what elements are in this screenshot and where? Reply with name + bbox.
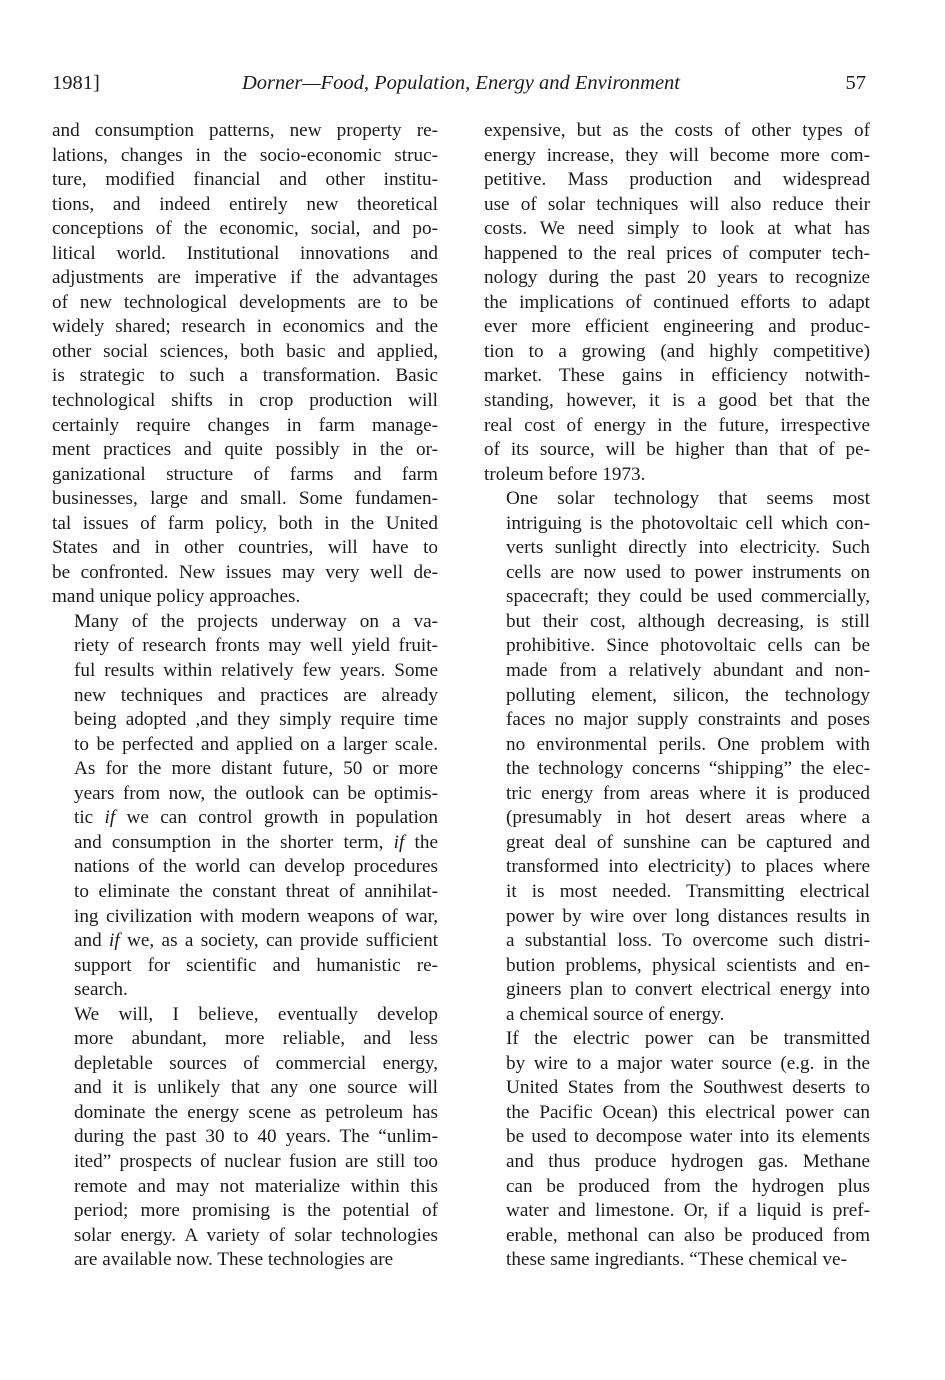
text-line: these same ingrediants. “These chemical ve- <box>506 1249 847 1271</box>
text-line: prohibitive. Since photovoltaic cells can be <box>506 635 870 657</box>
text-line: made from a relatively abundant and non- <box>506 660 870 682</box>
text-line: can be produced from the hydrogen plus <box>506 1175 870 1197</box>
text-line: ever more efficient engineering and produc- <box>484 316 870 338</box>
text-line: ful results within relatively few years. Some <box>74 660 438 682</box>
paragraph <box>484 487 870 1027</box>
text-line: the technology concerns “shipping” the elec- <box>506 758 870 780</box>
text-line: spacecraft; they could be used commercially, <box>506 586 870 608</box>
text-line: energy increase, they will become more com- <box>484 144 870 166</box>
text-line: and it is unlikely that any one source will <box>74 1077 438 1099</box>
text-line: great deal of sunshine can be captured and <box>506 831 870 853</box>
text-line: more abundant, more reliable, and less <box>74 1028 438 1050</box>
text-line: intriguing is the photovoltaic cell which con- <box>506 512 870 534</box>
paragraph <box>484 1027 870 1272</box>
text-line: ment practices and quite possibly in the or- <box>52 439 438 461</box>
text-line: it is most needed. Transmitting electrical <box>506 880 870 902</box>
text-line: ture, modified financial and other institu- <box>52 169 438 191</box>
text-line: expensive, but as the costs of other types of <box>484 120 870 141</box>
text-line: happened to the real prices of computer tech- <box>484 242 870 264</box>
text-line: of new technological developments are to be <box>52 291 438 313</box>
text-line: search. <box>74 979 128 1001</box>
text-line: ing civilization with modern weapons of war, <box>74 905 438 927</box>
text-line: solar energy. A variety of solar technologies <box>74 1224 438 1246</box>
text-line: cells are now used to power instruments on <box>506 561 870 583</box>
text-line: the implications of continued efforts to adapt <box>484 291 870 313</box>
text-line: gineers plan to convert electrical energy into <box>506 979 870 1001</box>
text-line: dominate the energy scene as petroleum has <box>74 1101 438 1123</box>
text-line: is strategic to such a transformation. Basic <box>52 365 438 387</box>
paragraph <box>52 1003 438 1273</box>
header-year: 1981] <box>52 72 100 94</box>
text-line: other social sciences, both basic and applied, <box>52 340 438 362</box>
text-line: being adopted ,and they simply require time <box>74 709 438 731</box>
text-line: period; more promising is the potential of <box>74 1200 438 1222</box>
text-line: ited” prospects of nuclear fusion are still too <box>74 1150 438 1172</box>
text-line: lations, changes in the socio-economic struc- <box>52 144 438 166</box>
text-line: are available now. These technologies are <box>74 1249 394 1271</box>
paragraph <box>52 119 438 610</box>
text-line: United States from the Southwest deserts to <box>506 1077 870 1099</box>
text-line: ganizational structure of farms and farm <box>52 463 438 485</box>
text-line: and if we, as a society, can provide sufficient <box>74 930 438 952</box>
paragraph <box>484 119 870 487</box>
text-line: depletable sources of commercial energy, <box>74 1052 438 1074</box>
text-line: the Pacific Ocean) this electrical power can <box>506 1101 870 1123</box>
text-line: bution problems, physical scientists and en- <box>506 954 870 976</box>
text-line: One solar technology that seems most <box>506 488 870 510</box>
right-column <box>484 119 870 1273</box>
text-line: and consumption patterns, new property re- <box>52 120 438 141</box>
text-line: by wire to a major water source (e.g. in the <box>506 1052 870 1074</box>
text-line: a substantial loss. To overcome such distri- <box>506 930 870 952</box>
text-line: no environmental perils. One problem with <box>506 733 870 755</box>
text-line: erable, methonal can also be produced from <box>506 1224 870 1246</box>
text-line: power by wire over long distances results in <box>506 905 870 927</box>
text-line: use of solar techniques will also reduce their <box>484 193 870 215</box>
text-line: new techniques and practices are already <box>74 684 438 706</box>
text-line: water and limestone. Or, if a liquid is pref- <box>506 1200 870 1222</box>
text-line: litical world. Institutional innovations and <box>52 242 438 264</box>
text-line: to be perfected and applied on a larger scale. <box>74 733 438 755</box>
text-line: polluting element, silicon, the technology <box>506 684 870 706</box>
text-line: years from now, the outlook can be optimis- <box>74 782 438 804</box>
text-line: technological shifts in crop production will <box>52 390 438 412</box>
text-line: If the electric power can be transmitted <box>506 1028 870 1050</box>
text-line: certainly require changes in farm manage- <box>52 414 438 436</box>
text-line: mand unique policy approaches. <box>52 586 301 608</box>
paragraph <box>52 610 438 1003</box>
text-line: We will, I believe, eventually develop <box>74 1003 438 1025</box>
text-line: nations of the world can develop procedures <box>74 856 438 878</box>
text-line: (presumably in hot desert areas where a <box>506 807 870 829</box>
text-line: faces no major supply constraints and poses <box>506 709 870 731</box>
text-line: troleum before 1973. <box>484 463 646 485</box>
text-line: petitive. Mass production and widespread <box>484 169 870 191</box>
text-line: tion to a growing (and highly competitive) <box>484 340 870 362</box>
text-line: nology during the past 20 years to recognize <box>484 267 870 289</box>
text-line: be used to decompose water into its elements <box>506 1126 870 1148</box>
text-line: widely shared; research in economics and the <box>52 316 438 338</box>
text-line: States and in other countries, will have to <box>52 537 438 559</box>
text-line: and thus produce hydrogen gas. Methane <box>506 1150 870 1172</box>
text-line: riety of research fronts may well yield fruit- <box>74 635 438 657</box>
text-line: be confronted. New issues may very well de- <box>52 561 438 583</box>
text-line: tions, and indeed entirely new theoretical <box>52 193 438 215</box>
text-line: Many of the projects underway on a va- <box>74 610 438 632</box>
text-line: a chemical source of energy. <box>506 1003 725 1025</box>
text-line: of its source, will be higher than that of pe- <box>484 439 870 461</box>
running-title: Dorner—Food, Population, Energy and Environment <box>241 72 681 94</box>
text-line: tal issues of farm policy, both in the United <box>52 512 438 534</box>
text-line: As for the more distant future, 50 or more <box>74 758 438 780</box>
text-line: verts sunlight directly into electricity. Such <box>506 537 870 559</box>
text-line: market. These gains in efficiency notwith- <box>484 365 870 387</box>
text-line: standing, however, it is a good bet that the <box>484 390 870 412</box>
text-line: remote and may not materialize within this <box>74 1175 438 1197</box>
text-line: and consumption in the shorter term, if the <box>74 831 438 853</box>
left-column <box>52 119 438 1273</box>
text-line: real cost of energy in the future, irrespective <box>484 414 870 436</box>
text-line: tic if we can control growth in population <box>74 807 438 829</box>
running-header <box>52 68 870 98</box>
text-line: conceptions of the economic, social, and po- <box>52 218 438 240</box>
text-line: costs. We need simply to look at what has <box>484 218 870 240</box>
text-line: adjustments are imperative if the advantages <box>52 267 438 289</box>
text-line: transformed into electricity) to places where <box>506 856 870 878</box>
text-line: but their cost, although decreasing, is still <box>506 610 870 632</box>
text-line: during the past 30 to 40 years. The “unlim- <box>74 1126 438 1148</box>
page-number: 57 <box>845 72 866 94</box>
text-line: support for scientific and humanistic re- <box>74 954 438 976</box>
text-line: businesses, large and small. Some fundamen- <box>52 488 438 510</box>
text-line: tric energy from areas where it is produced <box>506 782 870 804</box>
text-line: to eliminate the constant threat of annihilat- <box>74 880 438 902</box>
